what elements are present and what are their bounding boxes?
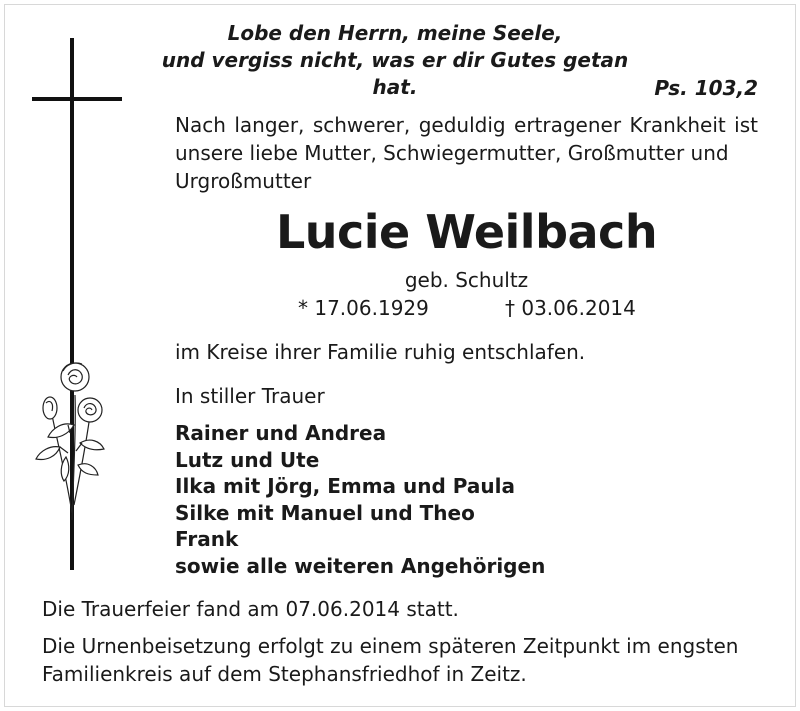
psalm-verse	[150, 20, 640, 101]
birth-date: * 17.06.1929	[298, 296, 429, 320]
birth-name: geb. Schultz	[404, 268, 529, 292]
family-member: Rainer und Andrea	[175, 421, 387, 445]
mourning-text: In stiller Trauer	[175, 384, 325, 408]
burial-line-2: Familienkreis auf dem Stephansfriedhof in Zeitz.	[42, 662, 527, 686]
intro-line-3: Urgroßmutter	[175, 169, 312, 193]
intro-line-1: Nach langer, schwerer, geduldig ertragener Krankheit ist	[175, 113, 758, 137]
intro-line-2: unsere liebe Mutter, Schwiegermutter, Großmutter und	[175, 141, 729, 165]
family-member: Lutz und Ute	[175, 447, 320, 472]
roses-icon	[30, 355, 110, 525]
psalm-line-1: Lobe den Herrn, meine Seele,	[227, 21, 563, 45]
family-member: Ilka mit Jörg, Emma und Paula	[175, 474, 515, 498]
psalm-reference: Ps. 103,2	[654, 76, 758, 100]
cross-horizontal-bar	[32, 97, 122, 101]
burial-line-1: Die Urnenbeisetzung erfolgt zu einem späteren Zeitpunkt im engsten	[42, 634, 739, 658]
family-list	[175, 420, 545, 579]
family-member: sowie alle weiteren Angehörigen	[175, 553, 546, 578]
death-date: † 03.06.2014	[505, 296, 636, 320]
psalm-line-2: und vergiss nicht, was er dir Gutes getan hat.	[161, 48, 629, 99]
deceased-name: Lucie Weilbach	[275, 205, 658, 259]
passing-text: im Kreise ihrer Familie ruhig entschlafen.	[175, 340, 586, 364]
family-member: Silke mit Manuel und Theo	[175, 500, 475, 525]
funeral-text: Die Trauerfeier fand am 07.06.2014 statt.	[42, 597, 459, 621]
burial-text	[42, 632, 758, 688]
family-member: Frank	[175, 527, 239, 551]
intro-text	[175, 111, 758, 195]
